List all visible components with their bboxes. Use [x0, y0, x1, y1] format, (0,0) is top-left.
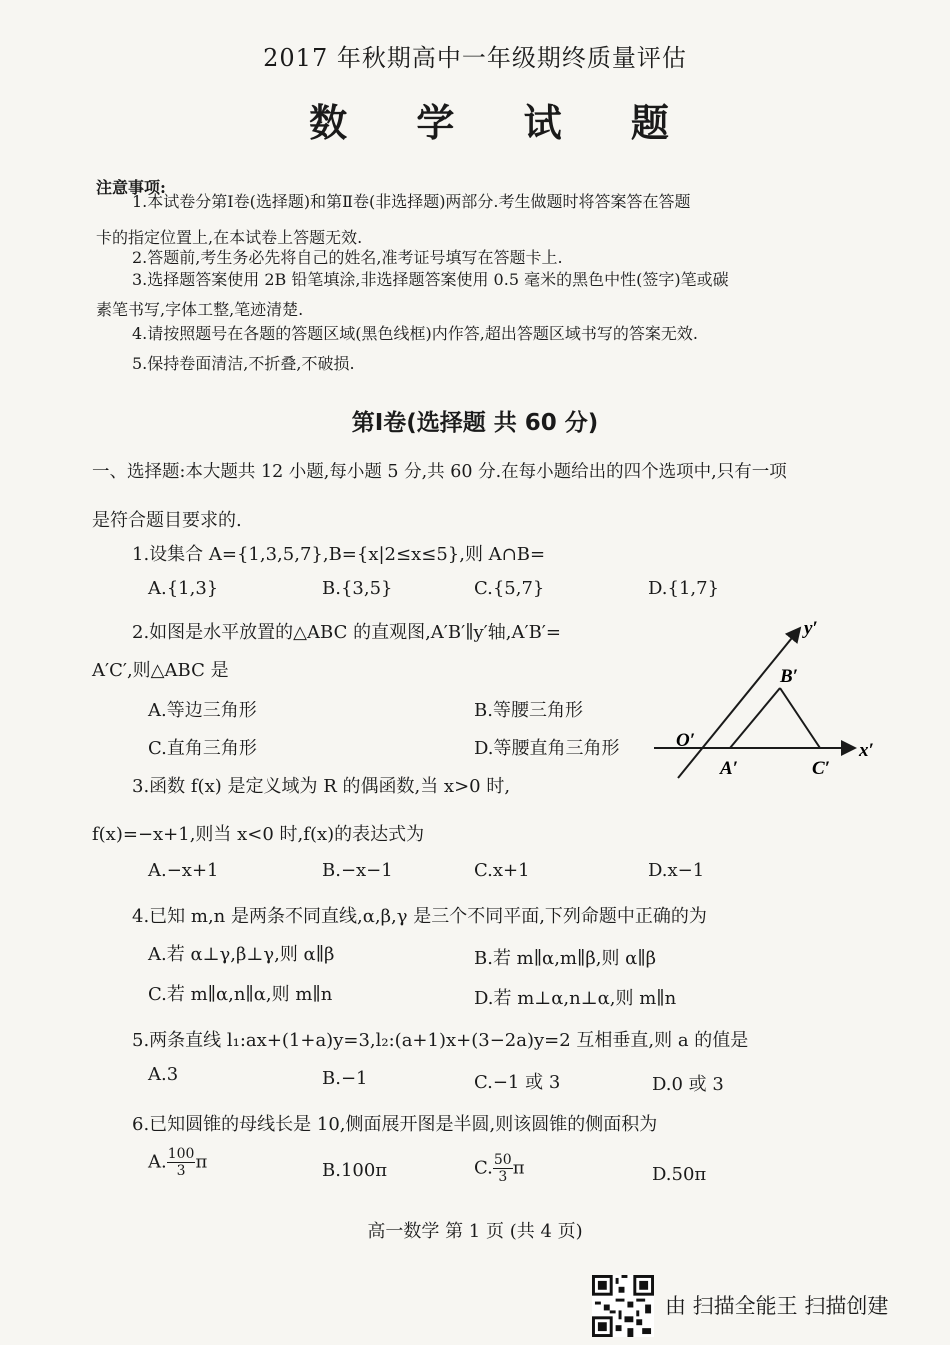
y-axis-line	[678, 628, 800, 778]
scanner-watermark: 由 扫描全能王 扫描创建	[665, 1294, 889, 1318]
question-2-option-c: C.直角三角形	[148, 738, 257, 759]
fraction-numerator: 100	[167, 1146, 195, 1162]
question-4-option-c: C.若 m∥α,n∥α,则 m∥n	[148, 984, 333, 1005]
fraction	[493, 1152, 513, 1185]
option-a-prefix: A.	[148, 1151, 167, 1173]
notice-heading: 注意事项:	[96, 178, 166, 197]
question-4-option-d: D.若 m⊥α,n⊥α,则 m∥n	[474, 988, 677, 1009]
question-5-option-a: A.3	[148, 1064, 179, 1085]
notice-line: 4.请按照题号在各题的答题区域(黑色线框)内作答,超出答题区域书写的答案无效.	[132, 324, 698, 343]
question-5-option-d: D.0 或 3	[652, 1074, 724, 1095]
question-5-option-b: B.−1	[322, 1068, 368, 1089]
fraction-denominator: 3	[498, 1169, 508, 1185]
question-3-option-d: D.x−1	[648, 860, 705, 881]
question-1-stem: 1.设集合 A={1,3,5,7},B={x|2≤x≤5},则 A∩B=	[132, 544, 546, 565]
notice-line: 3.选择题答案使用 2B 铅笔填涂,非选择题答案使用 0.5 毫米的黑色中性(签字)笔或碳	[132, 270, 729, 289]
question-5-option-c: C.−1 或 3	[474, 1072, 561, 1093]
question-6-option-b: B.100π	[322, 1160, 388, 1181]
section-title: 第Ⅰ卷(选择题 共 60 分)	[351, 410, 599, 436]
point-b-label: B′	[780, 666, 799, 687]
question-1-option-d: D.{1,7}	[648, 578, 720, 599]
question-2-stem: A′C′,则△ABC 是	[92, 660, 229, 681]
question-2-option-b: B.等腰三角形	[474, 700, 583, 721]
question-2-option-d: D.等腰直角三角形	[474, 738, 620, 759]
question-6-option-d: D.50π	[652, 1164, 707, 1185]
question-3-stem: 3.函数 f(x) 是定义域为 R 的偶函数,当 x>0 时,	[132, 776, 511, 797]
question-6-stem: 6.已知圆锥的母线长是 10,侧面展开图是半圆,则该圆锥的侧面积为	[132, 1114, 658, 1135]
fraction	[167, 1146, 196, 1179]
question-1-option-c: C.{5,7}	[474, 578, 545, 599]
qr-code-icon	[592, 1275, 654, 1337]
x-axis-label: x′	[859, 740, 874, 761]
question-3-option-a: A.−x+1	[148, 860, 219, 881]
question-4-option-a: A.若 α⊥γ,β⊥γ,则 α∥β	[148, 944, 335, 965]
y-axis-label: y′	[804, 618, 818, 639]
question-6-option-c	[474, 1152, 525, 1185]
question-6-option-a	[148, 1146, 207, 1179]
question-3-stem: f(x)=−x+1,则当 x<0 时,f(x)的表达式为	[92, 824, 425, 845]
point-a-label: A′	[720, 758, 739, 779]
origin-label: O′	[676, 730, 696, 751]
subject-title: 数 学 试 题	[309, 100, 697, 145]
question-2-stem: 2.如图是水平放置的△ABC 的直观图,A′B′∥y′轴,A′B′=	[132, 622, 561, 643]
question-3-option-b: B.−x−1	[322, 860, 393, 881]
fraction-numerator: 50	[493, 1152, 512, 1168]
question-1-option-a: A.{1,3}	[148, 578, 219, 599]
question-1-option-b: B.{3,5}	[322, 578, 393, 599]
pi-symbol: π	[195, 1151, 208, 1173]
section-intro: 一、选择题:本大题共 12 小题,每小题 5 分,共 60 分.在每小题给出的四个选项中,只有一项	[92, 462, 787, 482]
section-intro: 是符合题目要求的.	[92, 510, 242, 531]
triangle-side-ab	[730, 688, 780, 748]
question-5-stem: 5.两条直线 l₁:ax+(1+a)y=3,l₂:(a+1)x+(3−2a)y=2 互相垂直,则 a 的值是	[132, 1030, 749, 1051]
question-3-option-c: C.x+1	[474, 860, 530, 881]
notice-line: 2.答题前,考生务必先将自己的姓名,准考证号填写在答题卡上.	[132, 248, 563, 267]
notice-line: 1.本试卷分第Ⅰ卷(选择题)和第Ⅱ卷(非选择题)两部分.考生做题时将答案答在答题	[132, 192, 691, 211]
point-c-label: C′	[812, 758, 831, 779]
exam-title: 2017 年秋期高中一年级期终质量评估	[263, 44, 687, 72]
fraction-denominator: 3	[176, 1163, 186, 1179]
question-4-stem: 4.已知 m,n 是两条不同直线,α,β,γ 是三个不同平面,下列命题中正确的为	[132, 906, 707, 927]
notice-line: 卡的指定位置上,在本试卷上答题无效.	[96, 228, 363, 247]
notice-line: 5.保持卷面清洁,不折叠,不破损.	[132, 354, 355, 373]
notice-line: 素笔书写,字体工整,笔迹清楚.	[96, 300, 304, 319]
triangle-side-bc	[780, 688, 820, 748]
option-c-prefix: C.	[474, 1157, 493, 1179]
oblique-triangle-figure	[640, 608, 890, 783]
question-2-option-a: A.等边三角形	[148, 700, 257, 721]
page-footer: 高一数学 第 1 页 (共 4 页)	[367, 1221, 583, 1242]
question-4-option-b: B.若 m∥α,m∥β,则 α∥β	[474, 948, 657, 969]
pi-symbol: π	[512, 1157, 525, 1179]
